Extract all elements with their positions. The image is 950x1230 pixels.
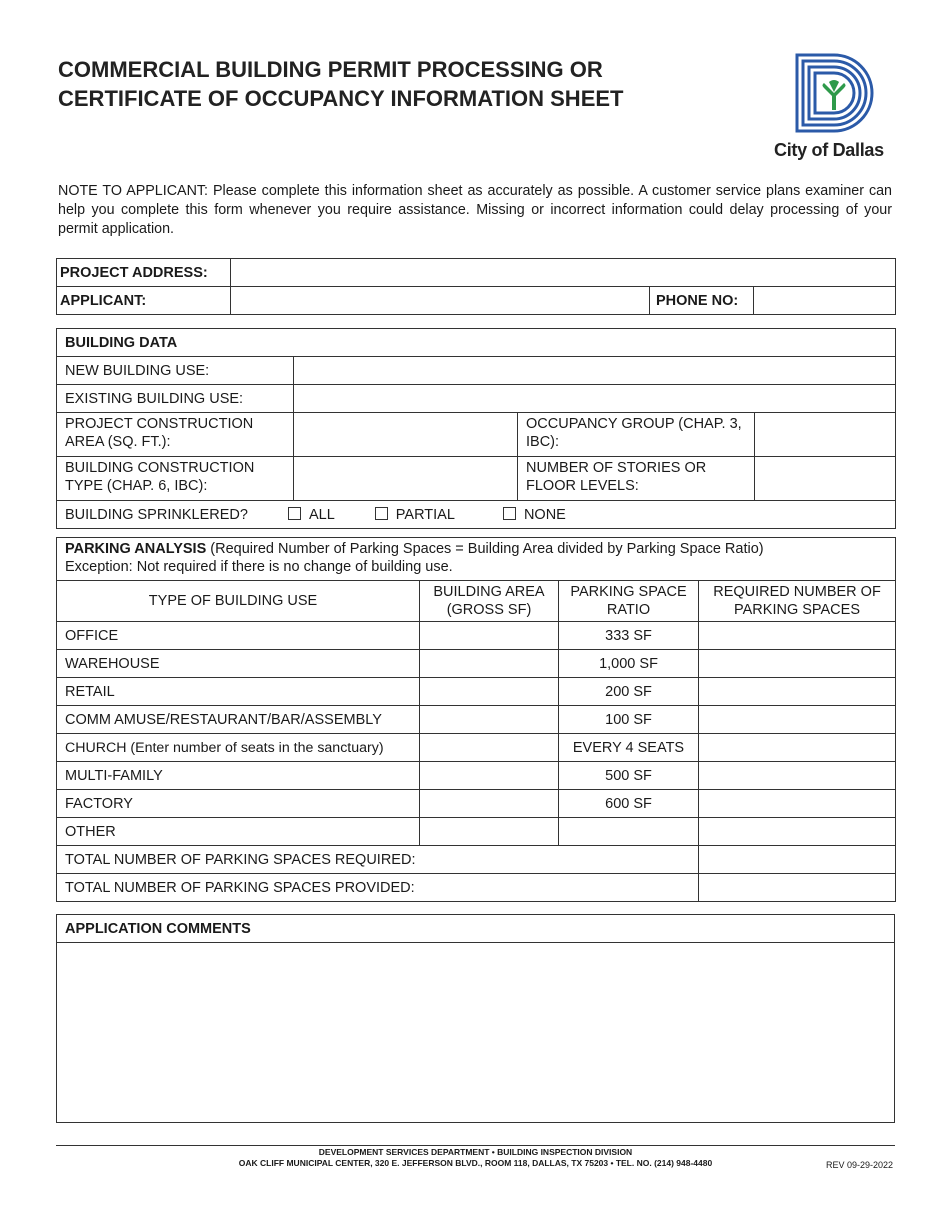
use-cell: CHURCH (Enter number of seats in the sanctuary) xyxy=(57,734,420,762)
table-row xyxy=(57,413,896,457)
use-cell: WAREHOUSE xyxy=(57,650,420,678)
construction-type-label: BUILDING CONSTRUCTION TYPE (CHAP. 6, IBC): xyxy=(57,457,294,501)
none-checkbox[interactable] xyxy=(503,507,516,520)
new-use-label: NEW BUILDING USE: xyxy=(57,357,294,385)
total-required-field[interactable] xyxy=(699,846,896,874)
use-cell: FACTORY xyxy=(57,790,420,818)
area-input-cell[interactable] xyxy=(420,650,559,678)
table-row xyxy=(57,790,896,818)
footer-divider xyxy=(56,1145,895,1146)
required-input-cell[interactable] xyxy=(699,762,896,790)
column-header-area: BUILDING AREA (GROSS SF) xyxy=(420,581,559,622)
total-required-label: TOTAL NUMBER OF PARKING SPACES REQUIRED: xyxy=(57,846,699,874)
building-data-heading: BUILDING DATA xyxy=(57,329,896,357)
table-row xyxy=(57,357,896,385)
area-input-cell[interactable] xyxy=(420,734,559,762)
sprinkler-label: BUILDING SPRINKLERED? xyxy=(65,506,248,523)
footer-address: OAK CLIFF MUNICIPAL CENTER, 320 E. JEFFERSON BLVD., ROOM 118, DALLAS, TX 75203 • TEL. NO. (214) 948-4480 xyxy=(238,1158,713,1168)
table-row xyxy=(57,762,896,790)
parking-analysis-table xyxy=(56,537,896,902)
area-input-cell[interactable] xyxy=(420,762,559,790)
all-checkbox[interactable] xyxy=(288,507,301,520)
ratio-cell: 100 SF xyxy=(559,706,699,734)
sprinkler-option-all[interactable] xyxy=(288,506,335,524)
footer-department: DEVELOPMENT SERVICES DEPARTMENT • BUILDING INSPECTION DIVISION xyxy=(318,1147,633,1157)
table-row xyxy=(57,581,896,622)
required-input-cell[interactable] xyxy=(699,790,896,818)
comments-field[interactable] xyxy=(57,943,895,1123)
existing-use-field[interactable] xyxy=(294,385,896,413)
sprinkler-row xyxy=(57,501,896,529)
applicant-field[interactable] xyxy=(231,287,650,315)
area-input-cell[interactable] xyxy=(420,706,559,734)
ratio-cell: EVERY 4 SEATS xyxy=(559,734,699,762)
new-use-field[interactable] xyxy=(294,357,896,385)
phone-label: PHONE NO: xyxy=(650,287,754,315)
required-input-cell[interactable] xyxy=(699,818,896,846)
ratio-cell: 600 SF xyxy=(559,790,699,818)
option-label: NONE xyxy=(523,506,566,523)
building-data-table xyxy=(56,328,896,529)
project-address-label: PROJECT ADDRESS: xyxy=(57,259,231,287)
table-row xyxy=(57,943,895,1123)
table-row xyxy=(57,385,896,413)
ratio-input-cell[interactable] xyxy=(559,818,699,846)
construction-type-field[interactable] xyxy=(294,457,518,501)
dallas-d-logo-icon xyxy=(794,52,876,134)
column-header-ratio: PARKING SPACE RATIO xyxy=(559,581,699,622)
required-input-cell[interactable] xyxy=(699,678,896,706)
sprinkler-option-partial[interactable] xyxy=(375,506,455,524)
sprinkler-option-none[interactable] xyxy=(503,506,566,524)
table-row xyxy=(57,846,896,874)
column-header-required: REQUIRED NUMBER OF PARKING SPACES xyxy=(699,581,896,622)
table-row xyxy=(57,650,896,678)
total-provided-field[interactable] xyxy=(699,874,896,902)
table-row xyxy=(57,457,896,501)
use-cell: OTHER xyxy=(57,818,420,846)
stories-label: NUMBER OF STORIES OR FLOOR LEVELS: xyxy=(518,457,755,501)
parking-heading-formula: (Required Number of Parking Spaces = Building Area divided by Parking Space Ratio) xyxy=(206,541,764,557)
option-label: ALL xyxy=(308,506,335,523)
ratio-cell: 1,000 SF xyxy=(559,650,699,678)
table-row xyxy=(57,678,896,706)
applicant-note: NOTE TO APPLICANT: Please complete this information sheet as accurately as possible. A customer service plans examiner can help you complete this form whenever you require assistance. Missing or incorrect information could delay processing of your permit application. xyxy=(58,183,892,237)
option-label: PARTIAL xyxy=(395,506,455,523)
occupancy-group-label: OCCUPANCY GROUP (CHAP. 3, IBC): xyxy=(518,413,755,457)
partial-checkbox[interactable] xyxy=(375,507,388,520)
page-title xyxy=(58,55,748,113)
title-line-1: COMMERCIAL BUILDING PERMIT PROCESSING OR xyxy=(58,57,603,82)
existing-use-label: EXISTING BUILDING USE: xyxy=(57,385,294,413)
project-address-field[interactable] xyxy=(231,259,896,287)
area-input-cell[interactable] xyxy=(420,622,559,650)
applicant-label: APPLICANT: xyxy=(57,287,231,315)
required-input-cell[interactable] xyxy=(699,706,896,734)
comments-heading: APPLICATION COMMENTS xyxy=(57,915,895,943)
area-input-cell[interactable] xyxy=(420,790,559,818)
revision-date: REV 09-29-2022 xyxy=(825,1160,893,1170)
occupancy-group-field[interactable] xyxy=(755,413,896,457)
city-logo xyxy=(774,52,898,164)
table-row xyxy=(57,734,896,762)
total-provided-label: TOTAL NUMBER OF PARKING SPACES PROVIDED: xyxy=(57,874,699,902)
required-input-cell[interactable] xyxy=(699,734,896,762)
logo-text: City of Dallas xyxy=(774,140,884,160)
table-row xyxy=(57,818,896,846)
area-input-cell[interactable] xyxy=(420,678,559,706)
table-row xyxy=(57,259,896,287)
construction-area-field[interactable] xyxy=(294,413,518,457)
required-input-cell[interactable] xyxy=(699,650,896,678)
parking-heading: PARKING ANALYSIS xyxy=(65,541,207,557)
ratio-cell: 333 SF xyxy=(559,622,699,650)
use-cell: OFFICE xyxy=(57,622,420,650)
table-row xyxy=(57,501,896,529)
contact-table xyxy=(56,258,896,315)
table-row xyxy=(57,287,896,315)
comments-table xyxy=(56,914,895,1123)
stories-field[interactable] xyxy=(755,457,896,501)
ratio-cell: 200 SF xyxy=(559,678,699,706)
footer xyxy=(56,1147,895,1169)
use-cell: COMM AMUSE/RESTAURANT/BAR/ASSEMBLY xyxy=(57,706,420,734)
table-row xyxy=(57,538,896,581)
title-line-2: CERTIFICATE OF OCCUPANCY INFORMATION SHEET xyxy=(58,86,624,111)
use-cell: RETAIL xyxy=(57,678,420,706)
table-row xyxy=(57,874,896,902)
table-row xyxy=(57,915,895,943)
construction-area-label: PROJECT CONSTRUCTION AREA (SQ. FT.): xyxy=(57,413,294,457)
table-row xyxy=(57,622,896,650)
use-cell: MULTI-FAMILY xyxy=(57,762,420,790)
parking-heading-cell xyxy=(57,538,896,581)
parking-exception: Exception: Not required if there is no change of building use. xyxy=(65,559,453,575)
table-row xyxy=(57,706,896,734)
table-row xyxy=(57,329,896,357)
ratio-cell: 500 SF xyxy=(559,762,699,790)
area-input-cell[interactable] xyxy=(420,818,559,846)
required-input-cell[interactable] xyxy=(699,622,896,650)
phone-field[interactable] xyxy=(754,287,896,315)
column-header-use: TYPE OF BUILDING USE xyxy=(57,581,420,622)
